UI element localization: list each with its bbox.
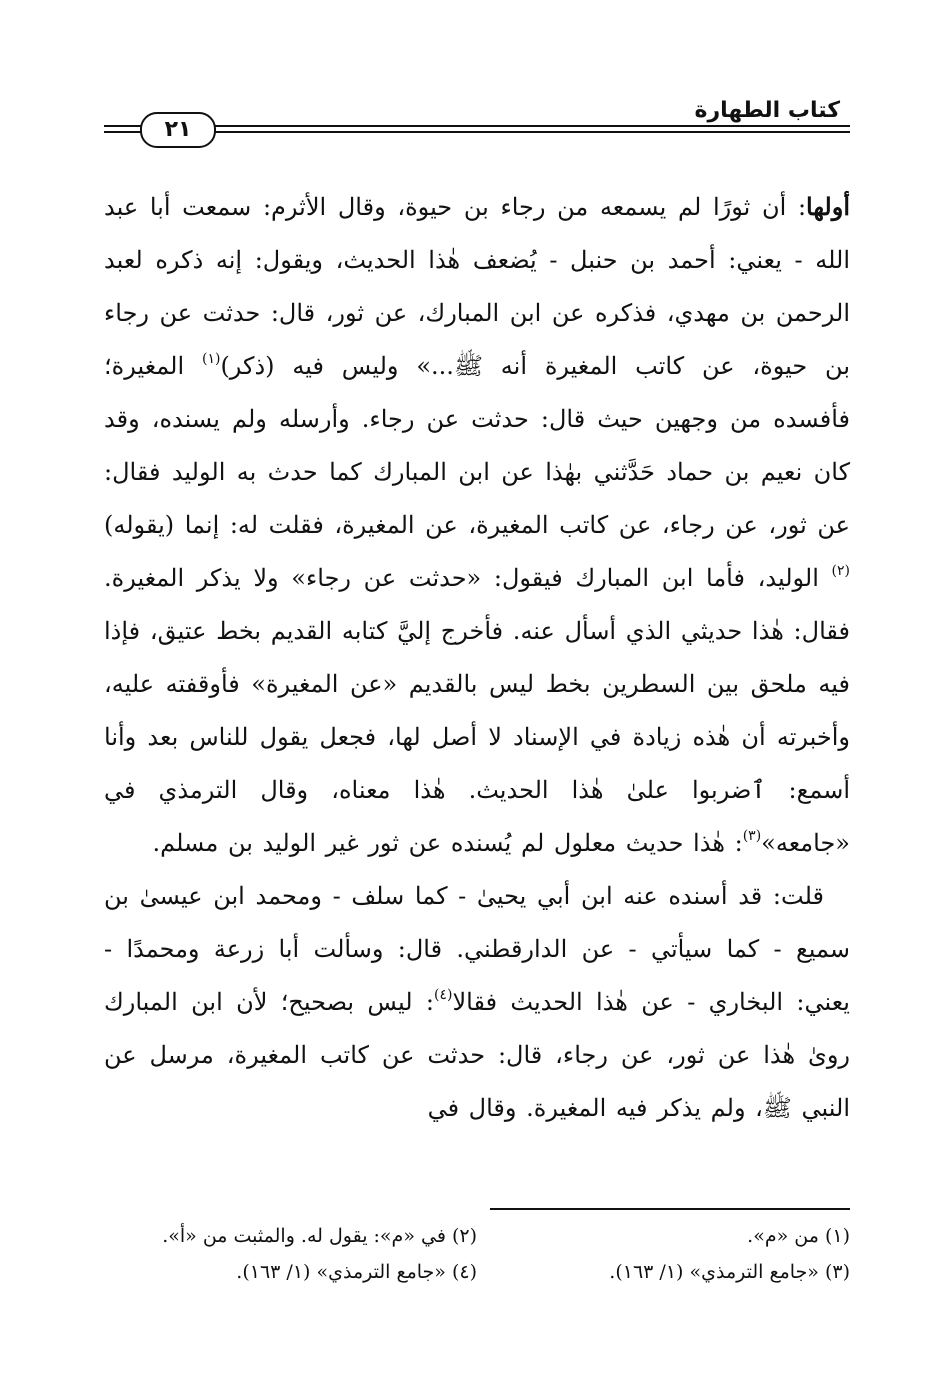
footnote-separator <box>490 1208 850 1210</box>
body-text <box>104 180 850 1135</box>
footnotes <box>104 1218 850 1290</box>
paragraph-text: المغيرة؛ فأفسده من وجهين حيث قال: حدثت عن رجاء. وأرسله ولم يسنده، وقد كان نعيم بن حماد حَدَّثني بهٰذا عن ابن المبارك كما حدث به الوليد فقال: عن ثور، عن رجاء، عن كاتب المغيرة، عن المغيرة، فقلت له: إنما (يقوله) <box>104 352 851 539</box>
footnote-item: (٤) «جامع الترمذي» (١/ ١٦٣). <box>236 1261 477 1283</box>
footnote-row <box>104 1218 850 1254</box>
footnote-item: (٣) «جامع الترمذي» (١/ ١٦٣). <box>609 1261 850 1283</box>
page-number-badge <box>140 112 216 148</box>
footnote-item: (٢) في «م»: يقول له. والمثبت من «أ». <box>162 1225 477 1247</box>
paragraph-text: قلت: قد أسنده عنه ابن أبي يحيىٰ - كما سلف - ومحمد ابن عيسىٰ بن سميع - كما سيأتي - عن الدارقطني. قال: وسألت أبا زرعة ومحمدًا - يعني: البخاري - عن هٰذا الحديث فقالا <box>104 882 850 1016</box>
footnote-item: (١) من «م». <box>747 1225 850 1247</box>
paragraph-text: الوليد، فأما ابن المبارك فيقول: «حدثت عن رجاء» ولا يذكر المغيرة. فقال: هٰذا حديثي الذي أسأل عنه. فأخرج إليَّ كتابه القديم بخط عتيق، فإذا فيه ملحق بين السطرين بخط ليس بالقديم «عن المغيرة» فأوقفته عليه، وأخبرته أن هٰذه زيادة في الإسناد لا أصل لها، فجعل يقول للناس بعد وأنا أسمع: ٱضربوا علىٰ هٰذا الحديث. هٰذا معناه، وقال الترمذي في «جامعه» <box>104 564 850 857</box>
paragraph <box>104 870 850 1135</box>
footnote-row <box>104 1254 850 1290</box>
paragraph-text: : ليس بصحيح؛ لأن ابن المبارك روىٰ هٰذا عن ثور، عن رجاء، قال: حدثت عن كاتب المغيرة، مرسل عن النبي ﷺ، ولم يذكر فيه المغيرة. وقال في <box>104 988 850 1122</box>
paragraph-lead: أولها <box>806 192 850 221</box>
page-number: ٢١ <box>164 117 192 142</box>
footnote-ref: (٤) <box>433 987 453 1003</box>
footnote-ref: (٣) <box>742 828 762 844</box>
paragraph <box>104 180 850 870</box>
running-title: كتاب الطهارة <box>694 98 840 123</box>
footnote-ref: (١) <box>201 351 221 367</box>
footnote-ref: (٢) <box>831 563 850 579</box>
paragraph-text: : هٰذا حديث معلول لم يُسنده عن ثور غير الوليد بن مسلم. <box>152 829 743 857</box>
paragraph-text: : أن ثورًا لم يسمعه من رجاء بن حيوة، وقال الأثرم: سمعت أبا عبد الله - يعني: أحمد بن حنبل - يُضعف هٰذا الحديث، ويقول: إنه ذكره لعبد الرحمن بن مهدي، فذكره عن ابن المبارك، عن ثور، قال: حدثت عن رجاء بن حيوة، عن كاتب المغيرة أنه ﷺ...» وليس فيه (ذكر) <box>104 193 851 380</box>
